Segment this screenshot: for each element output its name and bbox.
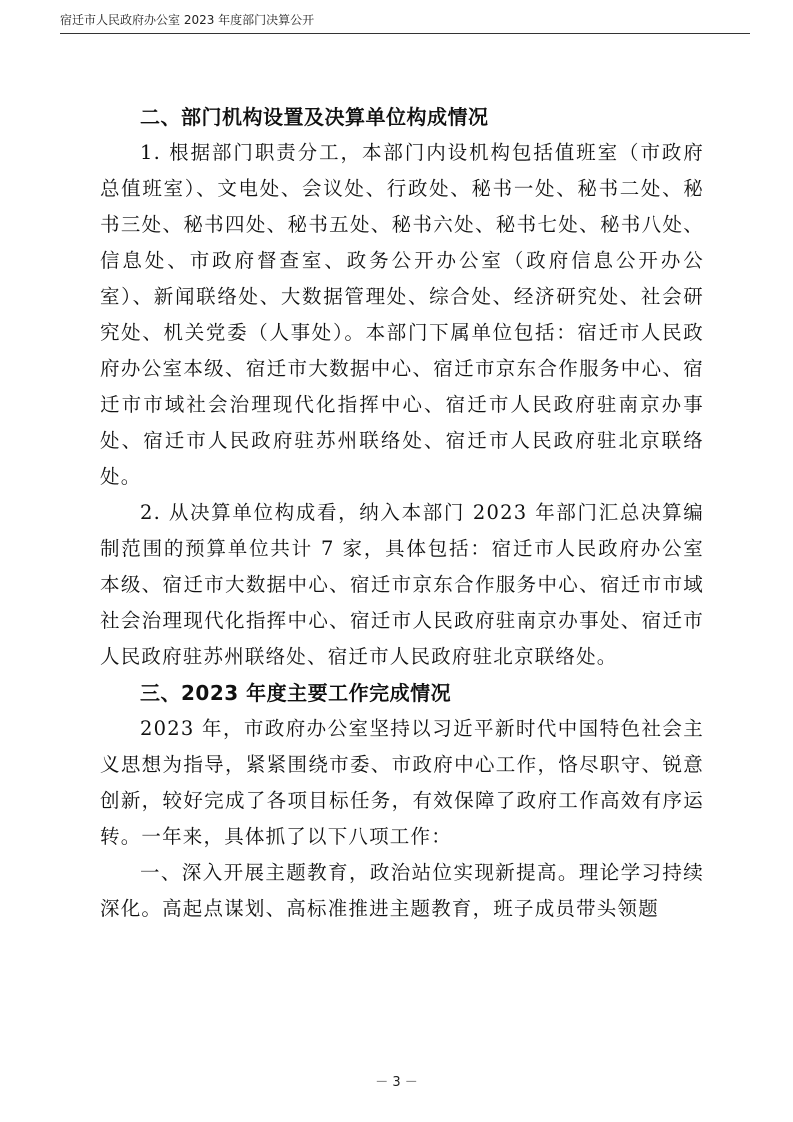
header-divider <box>60 33 750 34</box>
paragraph-internal-institutions: 1. 根据部门职责分工，本部门内设机构包括值班室（市政府总值班室）、文电处、会议处、行政处、秘书一处、秘书二处、秘书三处、秘书四处、秘书五处、秘书六处、秘书七处、秘书八处、信息处、市政府督查室、政务公开办公室（政府信息公开办公室）、新闻联络处、大数据管理处、综合处、经济研究处、社会研究处、机关党委（人事处）。本部门下属单位包括：宿迁市人民政府办公室本级、宿迁市大数据中心、宿迁市京东合作服务中心、宿迁市市域社会治理现代化指挥中心、宿迁市人民政府驻南京办事处、宿迁市人民政府驻苏州联络处、宿迁市人民政府驻北京联络处。 <box>100 141 704 488</box>
paragraph-budget-units: 2. 从决算单位构成看，纳入本部门 2023 年部门汇总决算编制范围的预算单位共计 7 家，具体包括：宿迁市人民政府办公室本级、宿迁市大数据中心、宿迁市京东合作服务中心、宿迁市市域社会治理现代化指挥中心、宿迁市人民政府驻南京办事处、宿迁市人民政府驻苏州联络处、宿迁市人民政府驻北京联络处。 <box>100 501 704 668</box>
paragraph-theme-education: 一、深入开展主题教育，政治站位实现新提高。理论学习持续深化。高起点谋划、高标准推进主题教育，班子成员带头领题 <box>100 861 704 920</box>
paragraph-work-overview: 2023 年，市政府办公室坚持以习近平新时代中国特色社会主义思想为指导，紧紧围绕市委、市政府中心工作，恪尽职守、锐意创新，较好完成了各项目标任务，有效保障了政府工作高效有序运转。一年来，具体抓了以下八项工作： <box>100 717 704 848</box>
section-heading-org-structure: 二、部门机构设置及决算单位构成情况 <box>140 105 489 129</box>
section-heading-work-completion: 三、2023 年度主要工作完成情况 <box>140 681 452 705</box>
document-header: 宿迁市人民政府办公室 2023 年度部门决算公开 <box>60 13 315 27</box>
page-number: － 3 － <box>375 1075 418 1090</box>
document-body <box>100 99 704 927</box>
